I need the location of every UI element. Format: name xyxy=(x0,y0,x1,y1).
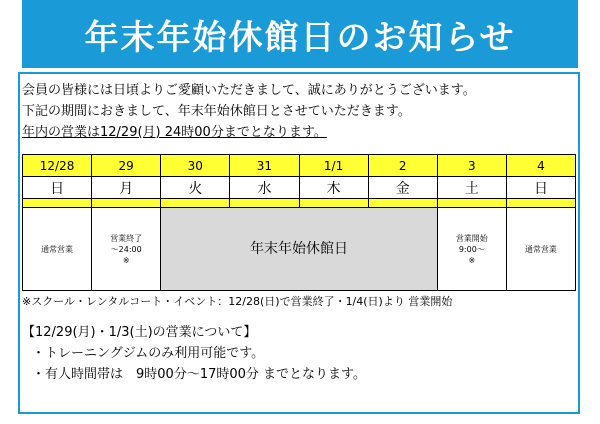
date-cell: 2 xyxy=(368,155,437,177)
divider-cell xyxy=(161,199,230,208)
footnote: ※スクール・レンタルコート・イベント：12/28(日)で営業終了・1/4(日)より 営業開始 xyxy=(22,295,453,308)
divider-cell xyxy=(368,199,437,208)
divider-cell xyxy=(23,199,92,208)
weekday-cell: 水 xyxy=(230,177,299,199)
calendar-date-row xyxy=(23,155,576,177)
status-cell-closed xyxy=(161,208,438,291)
weekday-cell: 日 xyxy=(23,177,92,199)
calendar-weekday-row xyxy=(23,177,576,199)
status-time: 9:00～ xyxy=(458,244,485,254)
weekday-cell: 土 xyxy=(437,177,506,199)
intro-line-3: 年内の営業は12/29(月) 24時00分までとなります。 xyxy=(22,125,327,140)
status-time: ～24:00 xyxy=(110,244,142,254)
status-text: 営業終了 xyxy=(110,233,143,243)
divider-cell xyxy=(437,199,506,208)
weekday-cell: 月 xyxy=(92,177,161,199)
date-cell: 29 xyxy=(92,155,161,177)
intro-line-1: 会員の皆様には日頃よりご愛顧いただきまして、誠にありがとうございます。 xyxy=(22,83,476,98)
weekday-cell: 日 xyxy=(506,177,575,199)
status-text: 通常営業 xyxy=(41,244,74,254)
header-banner xyxy=(0,0,600,68)
weekday-cell: 木 xyxy=(299,177,368,199)
status-note-mark: ※ xyxy=(122,255,130,265)
status-text: 通常営業 xyxy=(524,244,557,254)
intro-line-2: 下記の期間におきまして、年末年始休館日とさせていただきます。 xyxy=(22,104,411,119)
closed-label: 年末年始休館日 xyxy=(250,240,348,257)
divider-cell xyxy=(299,199,368,208)
date-cell: 12/28 xyxy=(23,155,92,177)
status-cell-regular xyxy=(506,208,575,291)
status-note-mark: ※ xyxy=(468,255,476,265)
special-hours-section xyxy=(22,322,366,385)
status-cell-regular xyxy=(23,208,92,291)
calendar-divider-row xyxy=(23,199,576,208)
date-cell: 31 xyxy=(230,155,299,177)
date-cell: 1/1 xyxy=(299,155,368,177)
section-heading: 【12/29(月)・1/3(土)の営業について】 xyxy=(22,325,257,340)
divider-cell xyxy=(506,199,575,208)
date-cell: 3 xyxy=(437,155,506,177)
weekday-cell: 金 xyxy=(368,177,437,199)
date-cell: 30 xyxy=(161,155,230,177)
status-cell-opening xyxy=(437,208,506,291)
divider-cell xyxy=(92,199,161,208)
page-title: 年末年始休館日のお知らせ xyxy=(84,17,516,58)
list-item: ・有人時間帯は 9時00分～17時00分 までとなります。 xyxy=(32,367,366,382)
list-item: ・トレーニングジムのみ利用可能です。 xyxy=(32,346,265,361)
divider-cell xyxy=(230,199,299,208)
holiday-calendar xyxy=(22,154,576,291)
banner-background xyxy=(22,0,578,68)
date-cell: 4 xyxy=(506,155,575,177)
status-cell-closing xyxy=(92,208,161,291)
status-text: 営業開始 xyxy=(455,233,488,243)
intro-text xyxy=(22,80,476,143)
weekday-cell: 火 xyxy=(161,177,230,199)
calendar-status-row xyxy=(23,208,576,291)
